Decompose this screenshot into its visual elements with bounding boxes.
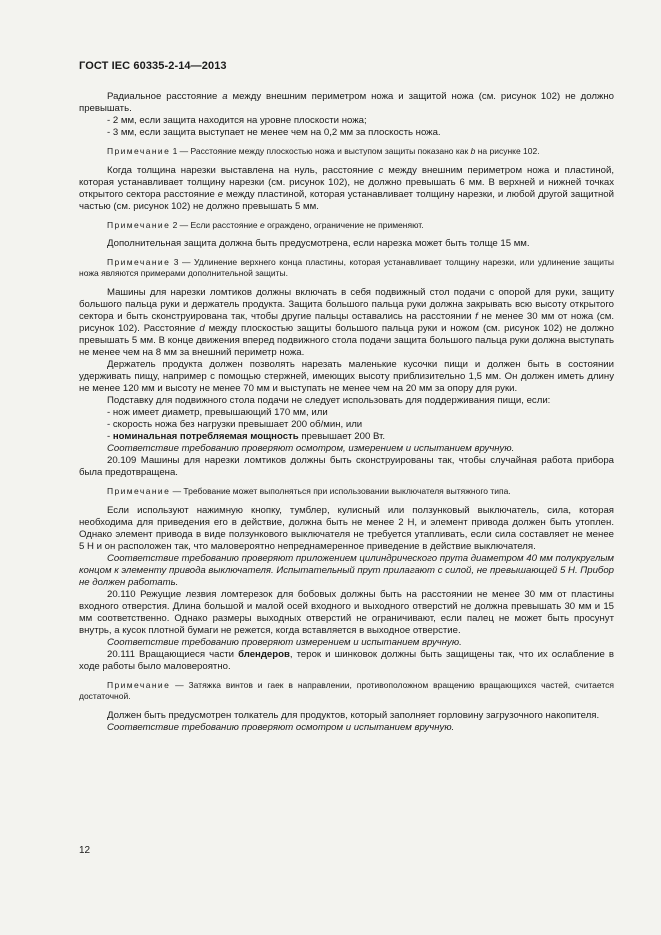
list-item: - 2 мм, если защита находится на уровне плоскости ножа;: [107, 115, 367, 126]
page-number: 12: [79, 845, 91, 856]
paragraph: Держатель продукта должен позволять нарезать маленькие кусочки пищи и должен быть в состоянии удерживать пищу, например с помощью стержней, имеющих высоту приблизительно 1,5 мм. Он должен иметь длину не менее 120 мм и высоту не менее 70 мм и выступать не менее чем на 20 мм за опору для руки.: [79, 359, 614, 394]
paragraph: Машины для нарезки ломтиков должны включать в себя подвижный стол подачи с опорой для руки, защиту большого пальца руки и держатель продукта. Защита большого пальца руки должна закрывать всю высоту открытого сектора и быть сконструирована так, чтобы другие пальцы оставались на расстоянии f не менее 30 мм от ножа (см. рисунок 102). Расстояние d между плоскостью защиты большого пальца руки и ножом (см. рисунок 102) не должно превышать 5 мм. В конце движения вперед подвижного стола подачи защита большого пальца руки должна выступать не менее чем на 8 мм за внешний периметр ножа.: [79, 287, 614, 358]
list-item: - нож имеет диаметр, превышающий 170 мм, или: [107, 407, 328, 418]
note: Примечание — Требование может выполняться при использовании выключателя вытяжного типа.: [107, 486, 511, 496]
clause-20-111: 20.111 Вращающиеся части блендеров, терок и шинковок должны быть защищены так, что их ослабление в ходе работы было маловероятно.: [79, 649, 615, 672]
paragraph: Радиальное расстояние a между внешним периметром ножа и защитой ножа (см. рисунок 102) не должно превышать.: [79, 91, 615, 114]
page-header-title: ГОСТ IEC 60335-2-14—2013: [79, 60, 227, 72]
clause-20-110: 20.110 Режущие лезвия ломтерезок для бобовых должны быть на расстоянии не менее 30 мм от пластины входного отверстия. Длина большой и малой осей входного и выходного отверстий не должна превышать 30 мм и 15 мм соответственно. Однако размеры выходных отверстий не ограничивают, если палец не может быть просунут внутрь, а кусок плотной бумаги не режется, когда вставляется в выходное отверстие.: [79, 589, 614, 636]
compliance-statement: Соответствие требованию проверяют осмотром и испытанием вручную.: [107, 722, 455, 733]
list-item: - 3 мм, если защита выступает не менее чем на 0,2 мм за плоскость ножа.: [107, 127, 441, 138]
compliance-statement: Соответствие требованию проверяют осмотром, измерением и испытанием вручную.: [107, 443, 515, 454]
note: Примечание 2 — Если расстояние e ограждено, ограничение не применяют.: [107, 220, 424, 230]
paragraph: Подставку для подвижного стола подачи не следует использовать для поддерживания пищи, если:: [107, 395, 551, 406]
paragraph: Когда толщина нарезки выставлена на нуль, расстояние c между внешним периметром ножа и пластиной, которая устанавливает толщину нарезки (см. рисунок 102), не должно превышать 6 мм. В верхней и нижней точках открытого сектора расстояние e между пластиной, которая устанавливает толщину нарезки, и любой другой защитной частью (см. рисунок 102) не должно превышать 5 мм.: [79, 165, 614, 212]
clause-20-109: 20.109 Машины для нарезки ломтиков должны быть сконструированы так, чтобы случайная работа прибора была предотвращена.: [79, 455, 614, 478]
note: Примечание 3 — Удлинение верхнего конца пластины, которая устанавливает толщину нарезки, или удлинение защиты ножа являются примерами дополнительной защиты.: [79, 257, 614, 278]
paragraph: Дополнительная защита должна быть предусмотрена, если нарезка может быть толще 15 мм.: [107, 238, 530, 249]
list-item: - скорость ножа без нагрузки превышает 200 об/мин, или: [107, 419, 363, 430]
note: Примечание 1 — Расстояние между плоскостью ножа и выступом защиты показано как b на рисунке 102.: [107, 146, 540, 156]
compliance-statement: Соответствие требованию проверяют приложением цилиндрического прута диаметром 40 мм полукруглым концом к элементу привода выключателя. Испытательный прут прилагают с силой, не превышающей 5 Н. Прибор не должен работать.: [79, 553, 614, 588]
paragraph: Если используют нажимную кнопку, тумблер, кулисный или ползунковый выключатель, сила, которая необходима для приведения его в действие, должна быть не менее 2 Н, и элемент привода должен быть утоплен. Однако элемент привода в виде ползункового выключателя не требуется утапливать, если сила составляет не менее 5 Н и он расположен так, что маловероятно непреднамеренное приведение в действие выключателя.: [79, 505, 614, 552]
list-item: - номинальная потребляемая мощность превышает 200 Вт.: [107, 431, 386, 442]
document-body: [79, 91, 614, 734]
compliance-statement: Соответствие требованию проверяют измерением и испытанием вручную.: [107, 637, 462, 648]
note: Примечание — Затяжка винтов и гаек в направлении, противоположном вращению вращающихся частей, считается достаточной.: [79, 680, 614, 701]
paragraph: Должен быть предусмотрен толкатель для продуктов, который заполняет горловину загрузочного накопителя.: [107, 710, 600, 721]
